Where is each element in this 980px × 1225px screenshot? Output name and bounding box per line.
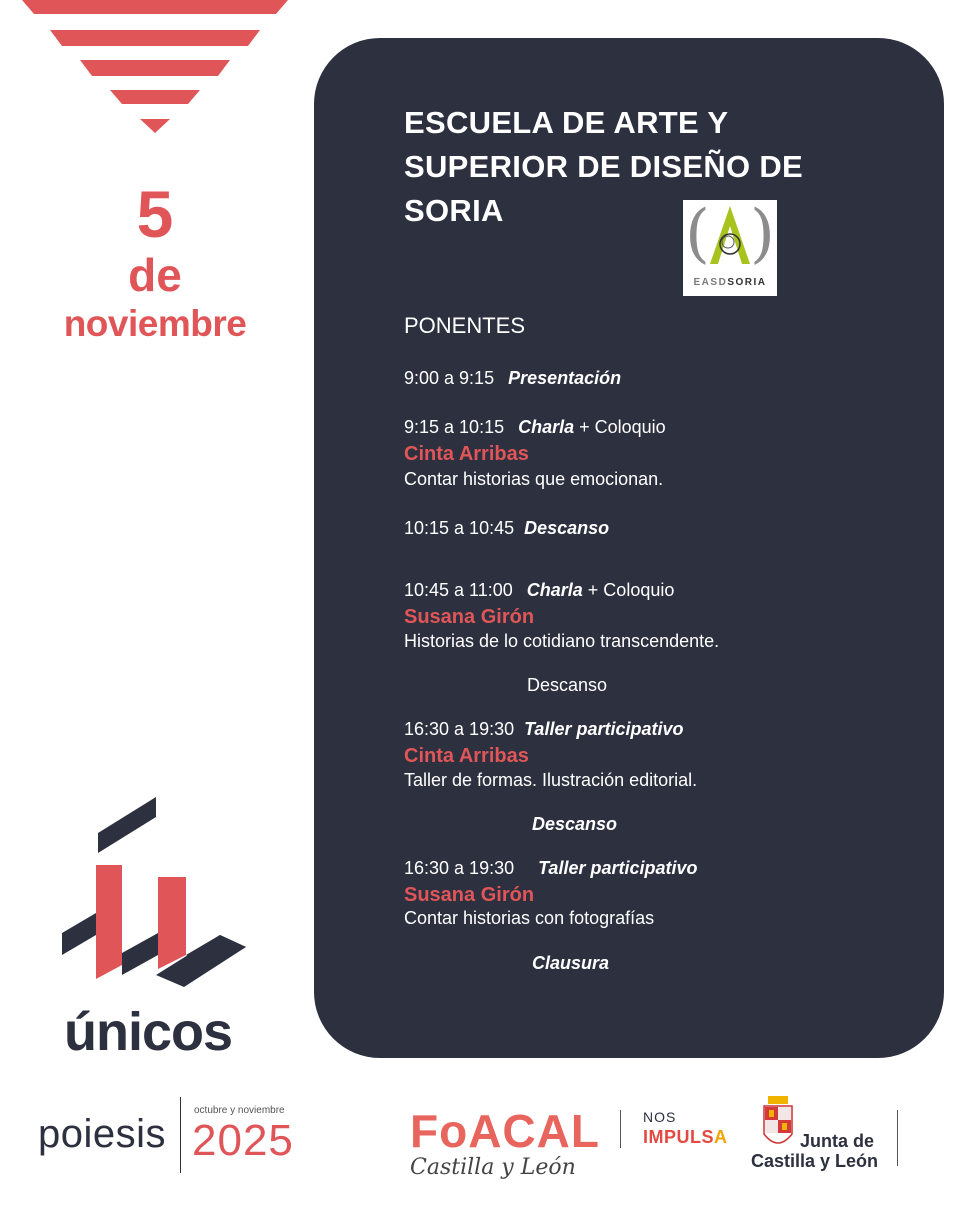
closing-note: Clausura (532, 953, 610, 973)
divider (620, 1110, 621, 1148)
talk-topic: Taller de formas. Ilustración editorial. (404, 770, 698, 790)
year-label: 2025 (192, 1116, 294, 1165)
break-note: Descanso (527, 675, 608, 695)
speaker-name: Susana Girón (404, 884, 535, 906)
speaker-name: Susana Girón (404, 606, 535, 628)
schedule-extra: + Coloquio (574, 417, 666, 437)
schedule-item (404, 856, 698, 880)
schedule-kind: Taller participativo (524, 719, 684, 739)
unicos-logo-icon (60, 795, 250, 995)
schedule-time: 9:15 a 10:15 (404, 417, 505, 437)
talk-topic: Historias de lo cotidiano transcendente. (404, 631, 720, 651)
easd-soria-logo: ( ) EASDSORIA (683, 200, 777, 296)
school-title-line-1: ESCUELA DE ARTE Y (404, 105, 729, 140)
date-month: noviembre (63, 303, 247, 344)
easd-a-mark-icon (705, 204, 755, 268)
schedule-kind: Taller participativo (538, 858, 698, 878)
speakers-heading: PONENTES (404, 313, 526, 338)
schedule-item (404, 415, 666, 439)
period-label: octubre y noviembre (194, 1105, 285, 1116)
easd-brand-text: EASDSORIA (693, 277, 767, 288)
date-de: de (128, 249, 182, 301)
schedule-time: 10:15 a 10:45 (404, 518, 515, 538)
schedule-item (404, 578, 674, 602)
schedule-kind: Presentación (508, 368, 622, 388)
schedule-time: 9:00 a 9:15 (404, 368, 495, 388)
event-date (40, 178, 270, 348)
schedule-item (404, 717, 684, 741)
impulsa-label: IMPULSA (643, 1127, 728, 1147)
school-title (404, 101, 874, 233)
foacal-logo: FoACAL (410, 1105, 600, 1157)
schedule-item (404, 516, 609, 540)
schedule-kind: Charla (526, 580, 583, 600)
talk-topic: Contar historias con fotografías (404, 908, 655, 928)
foacal-subtitle: Castilla y León (410, 1155, 576, 1180)
nos-label: NOS (643, 1109, 677, 1125)
schedule-extra: + Coloquio (582, 580, 675, 600)
junta-line-1: Junta de (800, 1131, 875, 1151)
schedule-item (404, 366, 621, 390)
junta-line-2: Castilla y León (751, 1151, 879, 1171)
junta-shield-icon (762, 1094, 794, 1152)
schedule-time: 16:30 a 19:30 (404, 719, 515, 739)
schedule-time: 10:45 a 11:00 (404, 580, 513, 600)
decorative-stripes (0, 0, 310, 140)
talk-topic: Contar historias que emocionan. (404, 469, 664, 489)
schedule-kind: Descanso (524, 518, 610, 538)
poiesis-wordmark: poiesis (38, 1112, 167, 1156)
unicos-wordmark: únicos (64, 1002, 233, 1062)
school-title-line-2: SUPERIOR DE DISEÑO DE (404, 149, 804, 184)
speaker-name: Cinta Arribas (404, 745, 529, 767)
divider (897, 1110, 898, 1166)
divider (180, 1097, 181, 1173)
break-note: Descanso (532, 814, 618, 834)
school-title-line-3: SORIA (404, 193, 504, 228)
schedule-time: 16:30 a 19:30 (404, 858, 515, 878)
speaker-name: Cinta Arribas (404, 443, 529, 465)
date-day: 5 (136, 177, 174, 251)
schedule-kind: Charla (518, 417, 575, 437)
